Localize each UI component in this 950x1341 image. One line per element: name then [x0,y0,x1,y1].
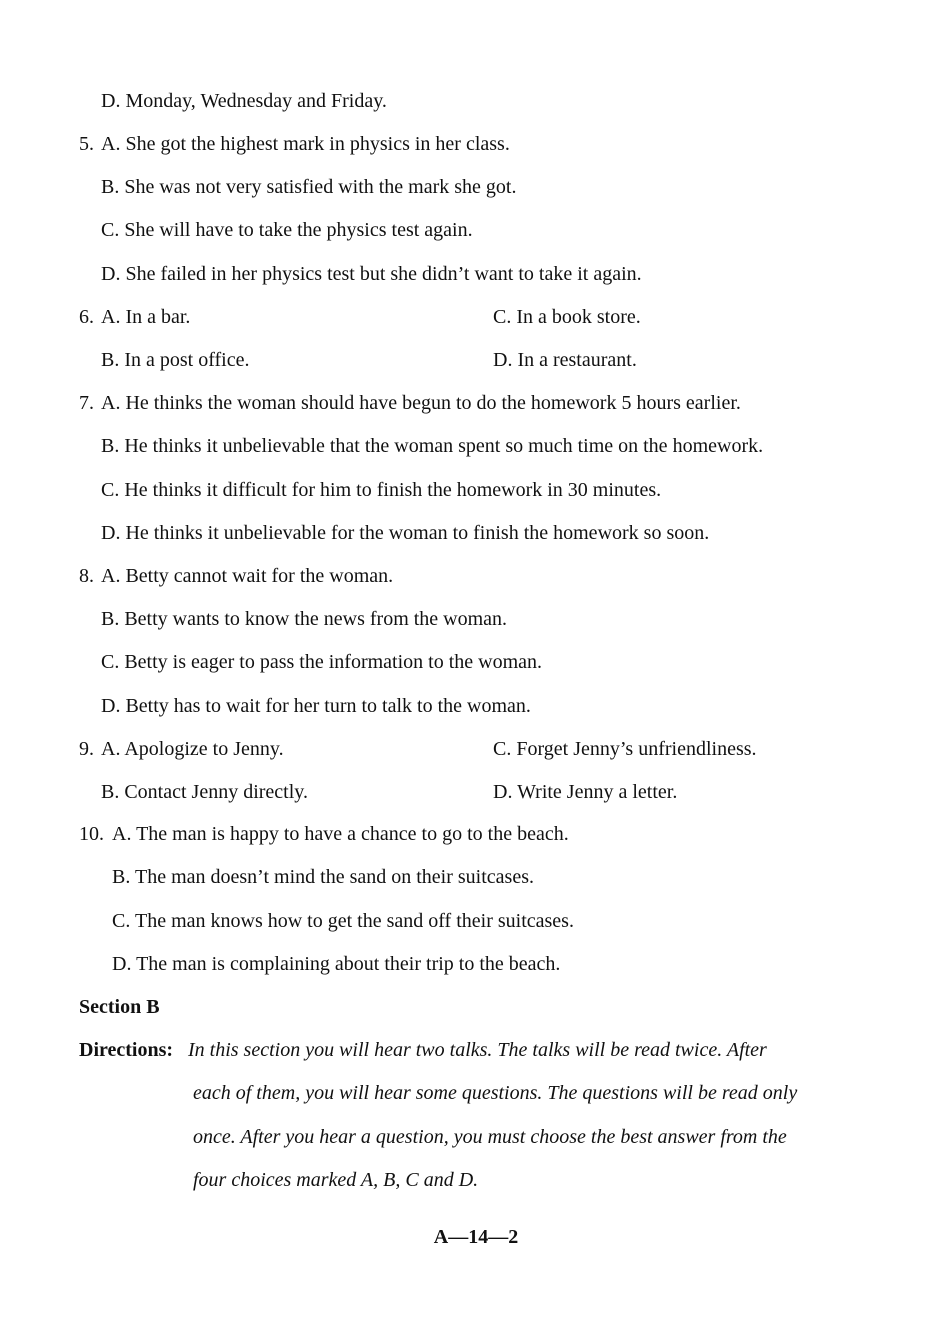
q4-option-d: D. Monday, Wednesday and Friday. [101,90,387,112]
q7-option-c: C. He thinks it difficult for him to finish the homework in 30 minutes. [101,479,662,501]
directions-line-2: each of them, you will hear some questions. The questions will be read only [193,1082,798,1104]
section-title: Section B [79,996,160,1018]
q7-option-a: A. He thinks the woman should have begun to do the homework 5 hours earlier. [101,392,741,414]
directions-label: Directions: [79,1039,174,1061]
page-number: A—14—2 [433,1226,519,1248]
q9-option-c: C. Forget Jenny’s unfriendliness. [493,738,757,760]
q8-option-d: D. Betty has to wait for her turn to talk to the woman. [101,695,531,717]
directions-line-3: once. After you hear a question, you must choose the best answer from the [193,1126,787,1148]
q9-number: 9. [79,738,94,760]
q10-option-b: B. The man doesn’t mind the sand on their suitcases. [112,866,534,888]
q9-option-a: A. Apologize to Jenny. [101,738,284,760]
q9-option-b: B. Contact Jenny directly. [101,781,308,803]
q6-option-c: C. In a book store. [493,306,641,328]
q5-option-b: B. She was not very satisfied with the mark she got. [101,176,517,198]
q8-option-c: C. Betty is eager to pass the information to the woman. [101,651,543,673]
q6-option-a: A. In a bar. [101,306,191,328]
q5-number: 5. [79,133,94,155]
q10-option-d: D. The man is complaining about their trip to the beach. [112,953,561,975]
q7-option-b: B. He thinks it unbelievable that the woman spent so much time on the homework. [101,435,764,457]
q6-number: 6. [79,306,94,328]
q6-option-b: B. In a post office. [101,349,250,371]
q10-option-c: C. The man knows how to get the sand off their suitcases. [112,910,574,932]
directions-line-4: four choices marked A, B, C and D. [193,1169,479,1191]
q9-option-d: D. Write Jenny a letter. [493,781,678,803]
q10-number: 10. [79,823,104,845]
q5-option-a: A. She got the highest mark in physics in her class. [101,133,510,155]
q8-number: 8. [79,565,94,587]
q7-number: 7. [79,392,94,414]
q10-option-a: A. The man is happy to have a chance to go to the beach. [112,823,569,845]
q6-option-d: D. In a restaurant. [493,349,637,371]
q7-option-d: D. He thinks it unbelievable for the woman to finish the homework so soon. [101,522,710,544]
q5-option-c: C. She will have to take the physics test again. [101,219,473,241]
directions-line-1: In this section you will hear two talks. The talks will be read twice. After [188,1039,767,1061]
q5-option-d: D. She failed in her physics test but she didn’t want to take it again. [101,263,642,285]
q8-option-a: A. Betty cannot wait for the woman. [101,565,394,587]
q8-option-b: B. Betty wants to know the news from the woman. [101,608,508,630]
